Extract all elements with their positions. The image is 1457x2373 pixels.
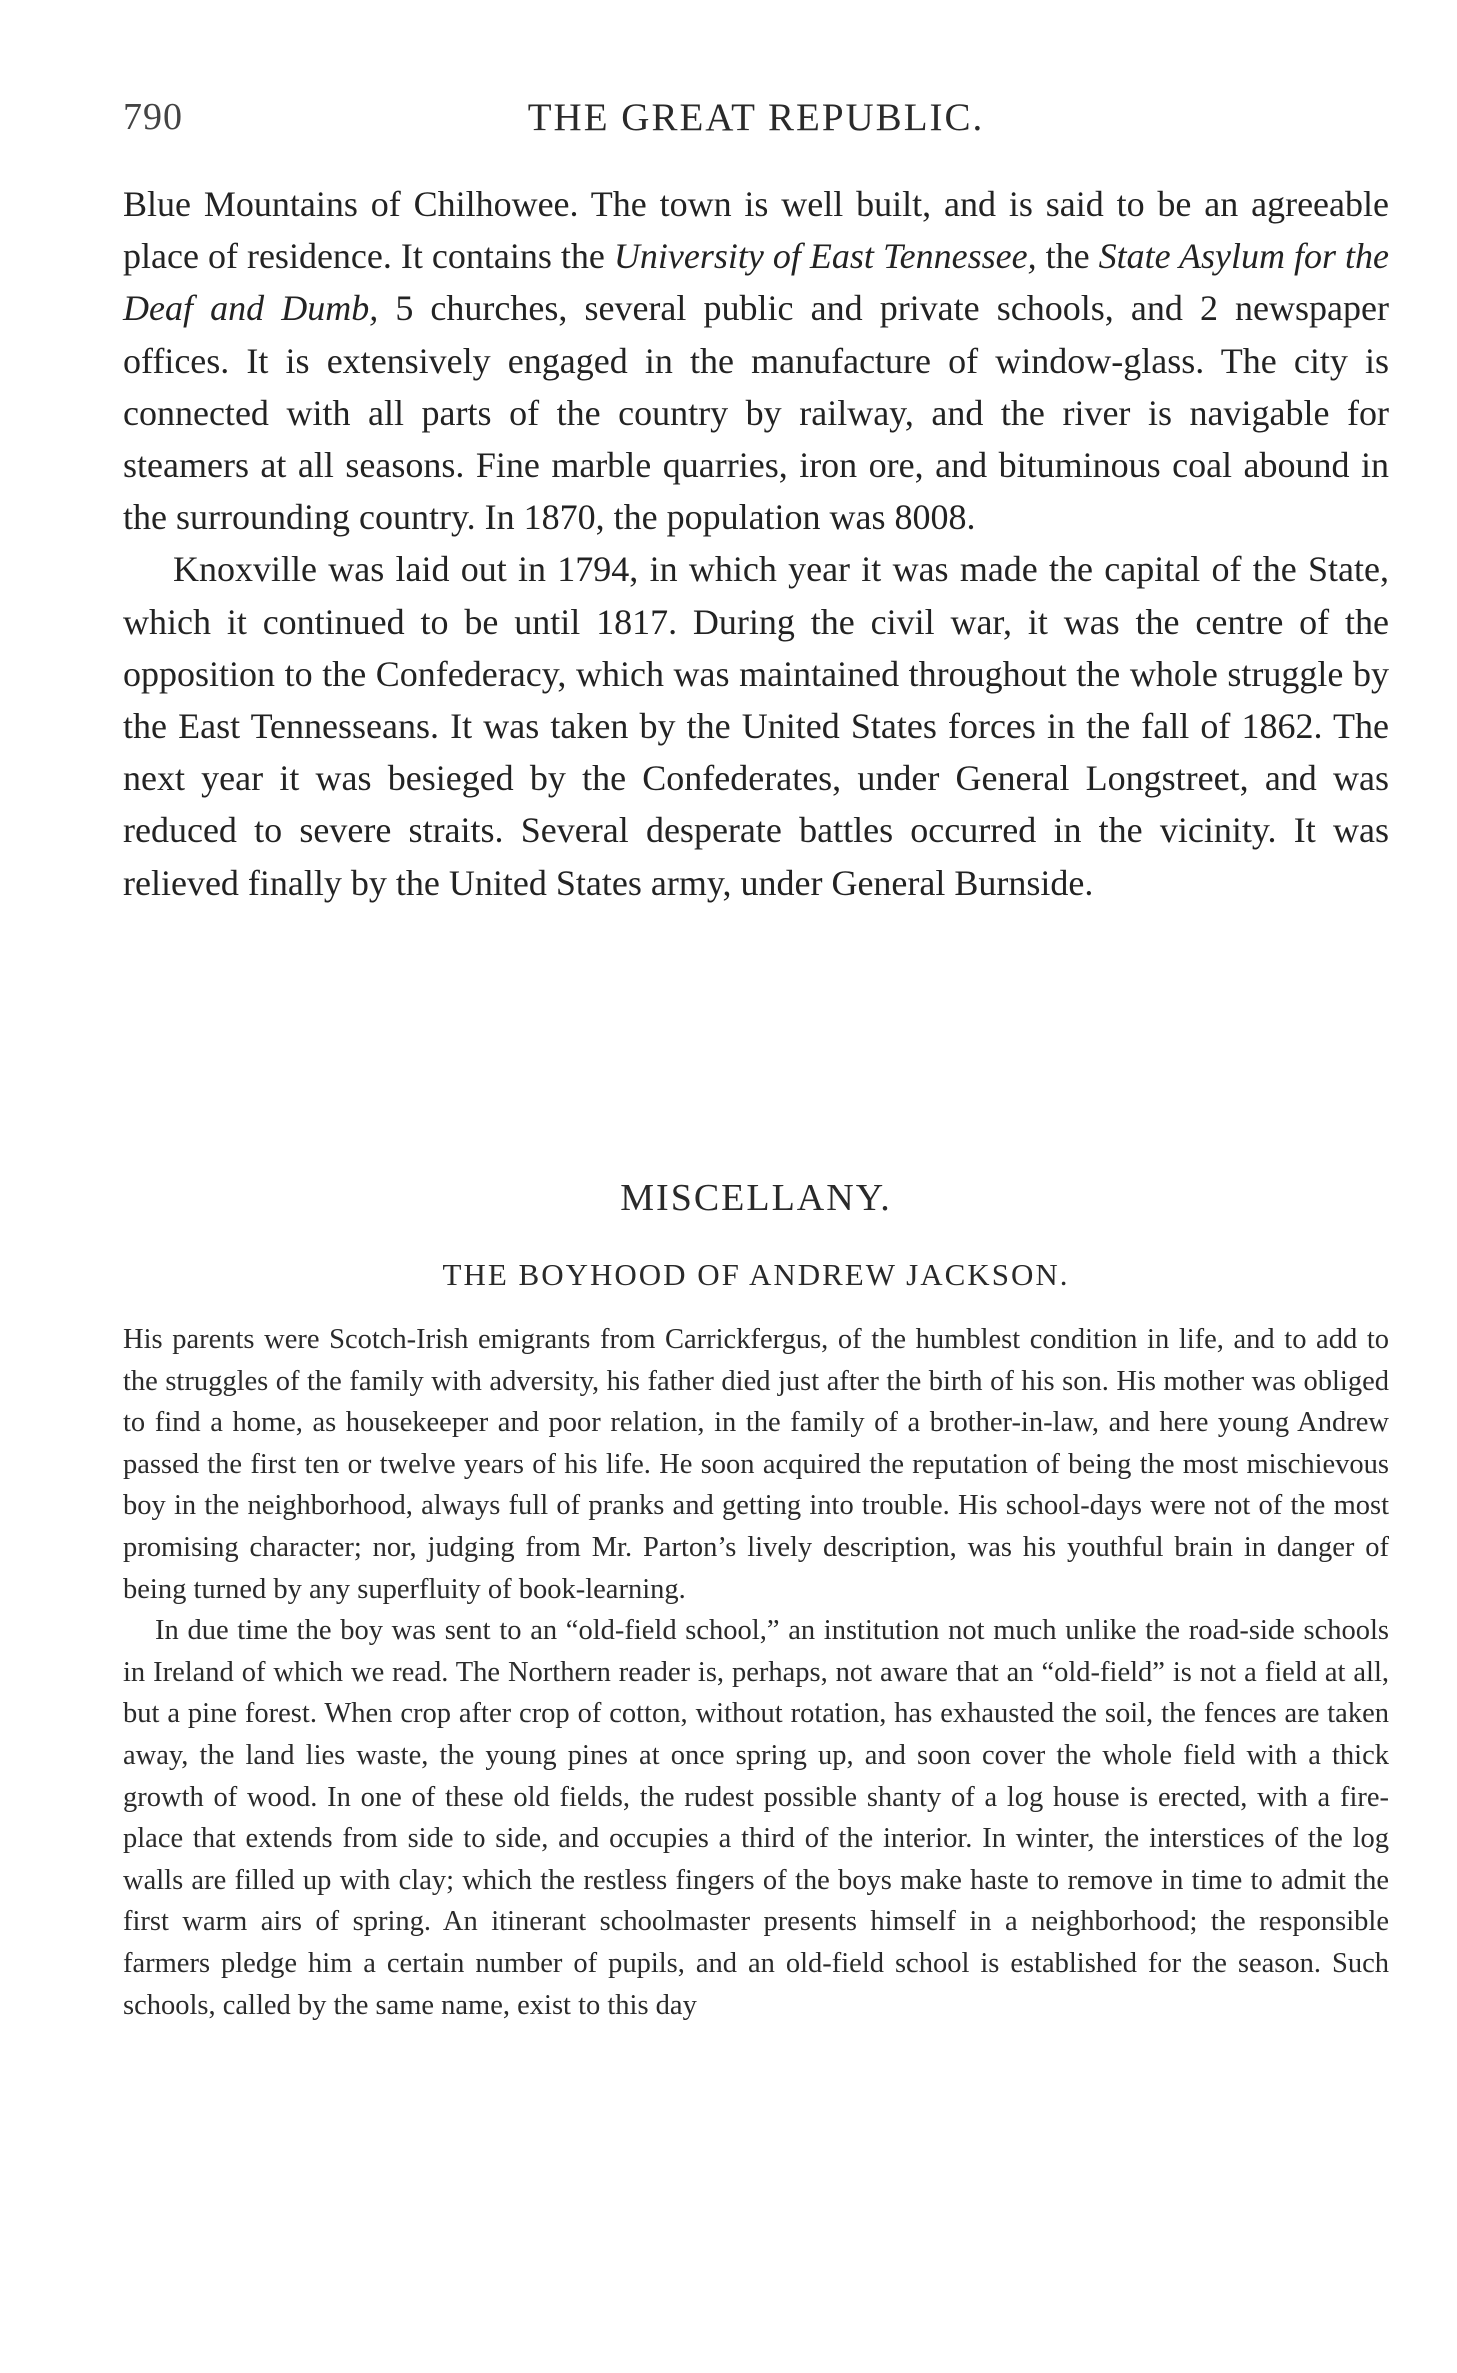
- paragraph-jackson-parents: His parents were Scotch-Irish emigrants from Carrickfergus, of the humblest condition in life, and to add to the struggles of the family with adversity, his father died just after the birth of his son. His mother was obliged to find a home, as housekeeper and poor relation, in the family of a brother-in-law, and here young Andrew passed the first ten or twelve years of his life. He soon acquired the reputation of being the most mischievous boy in the neighborhood, always full of pranks and getting into trouble. His school-days were not of the most promising character; nor, judging from Mr. Parton’s lively description, was his youthful brain in danger of being turned by any superfluity of book-learning.: [123, 1324, 1389, 1605]
- paragraph-knoxville-history: Knoxville was laid out in 1794, in which year it was made the capital of the State, which it continued to be until 1817. During the civil war, it was the centre of the opposition to the Confederacy, which was maintained throughout the whole struggle by the East Tennesseans. It was taken by the United States forces in the fall of 1862. The next year it was besieged by the Confederates, under General Longstreet, and was reduced to severe straits. Several desperate battles occurred in the vicinity. It was relieved finally by the United States army, under General Burnside.: [123, 549, 1389, 903]
- italic-university: University of East Tennessee,: [613, 236, 1037, 277]
- paragraph-old-field-school: In due time the boy was sent to an “old-field school,” an institution not much unlike the road-side schools in Ireland of which we read. The Northern reader is, perhaps, not aware that an “old-field” is not a field at all, but a pine forest. When crop after crop of cotton, without rotation, has exhausted the soil, the fences are taken away, the land lies waste, the young pines at once spring up, and soon cover the whole field with a thick growth of wood. In one of these old fields, the rudest possible shanty of a log house is erected, with a fire-place that extends from side to side, and occupies a third of the interior. In winter, the interstices of the log walls are filled up with clay; which the restless fingers of the boys make haste to remove in time to admit the first warm airs of spring. An itinerant schoolmaster presents himself in a neighborhood; the responsible farmers pledge him a certain number of pupils, and an old-field school is established for the season. Such schools, called by the same name, exist to this day: [123, 1615, 1389, 2021]
- text-run: Blue Mountains of Chilhowee. The town is well built, and is said to be an agreeable place of residence. It contains the: [123, 184, 1389, 277]
- text-run: 5 churches, several public and private schools, and 2 newspaper offices. It is extensively engaged in the manufacture of window-glass. The city is connected with all parts of the country by railway, and the river is navigable for steamers at all seasons. Fine marble quarries, iron ore, and bituminous coal abound in the surrounding country. In 1870, the population was 8008.: [123, 288, 1389, 538]
- text-run: the: [1036, 236, 1099, 277]
- main-text: [123, 178, 1389, 909]
- italic-asylum: State Asylum for the Deaf and Dumb,: [123, 236, 1390, 329]
- page-header: [123, 95, 1389, 145]
- section-heading-miscellany: MISCELLANY.: [620, 1177, 892, 1219]
- page-number: 790: [123, 96, 183, 138]
- paragraph-knoxville-description: [123, 178, 1389, 543]
- subheading-andrew-jackson: THE BOYHOOD OF ANDREW JACKSON.: [442, 1257, 1070, 1292]
- miscellany-text: [123, 1319, 1389, 2026]
- running-title: THE GREAT REPUBLIC.: [527, 96, 985, 139]
